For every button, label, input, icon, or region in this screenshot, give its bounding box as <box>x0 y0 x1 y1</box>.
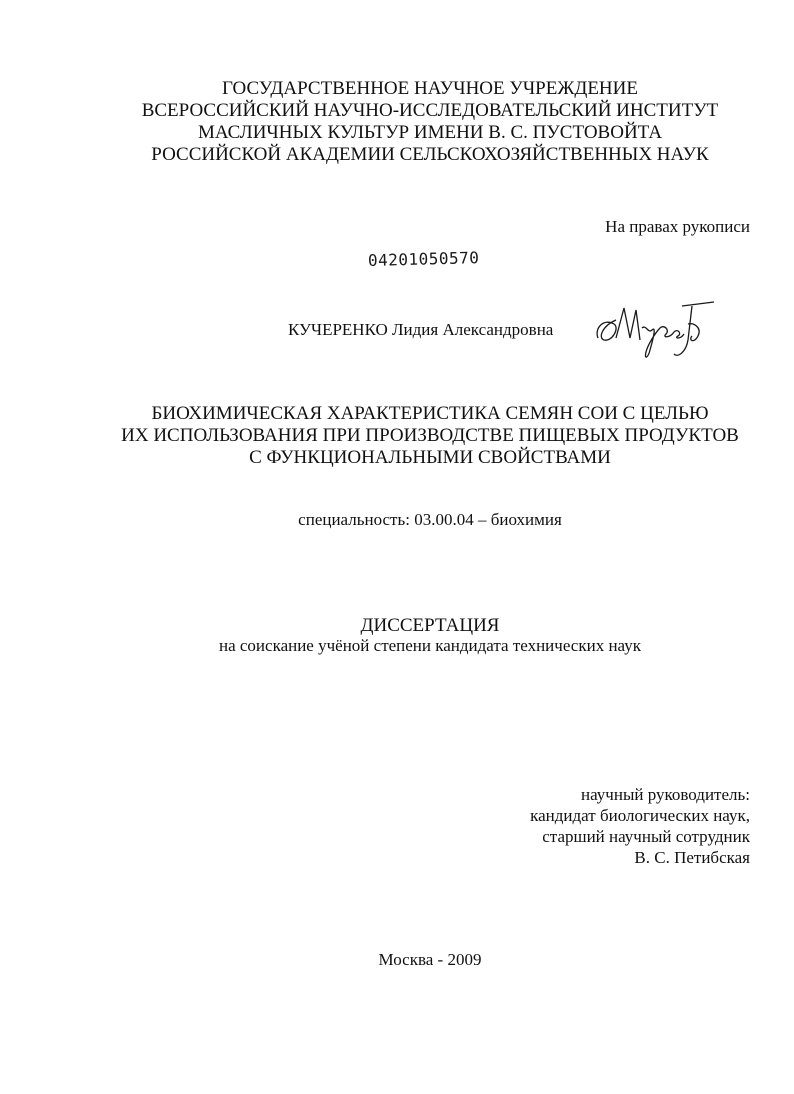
supervisor-block <box>530 784 750 868</box>
city-year: Москва - 2009 <box>378 950 482 969</box>
supervisor-line: кандидат биологических наук, <box>530 806 750 825</box>
degree-line: на соискание учёной степени кандидата технических наук <box>218 636 641 655</box>
author-name <box>288 320 553 340</box>
document-type-heading: ДИССЕРТАЦИЯ <box>360 615 500 636</box>
specialty-line: специальность: 03.00.04 – биохимия <box>298 510 562 529</box>
signature-icon <box>590 294 720 374</box>
supervisor-line: В. С. Петибская <box>634 848 750 867</box>
institution-header <box>0 78 794 166</box>
supervisor-line: научный руководитель: <box>581 785 750 804</box>
author-surname: КУЧЕРЕНКО <box>288 320 388 339</box>
archive-number-stamp: 04201050570 <box>367 248 480 270</box>
institution-line: МАСЛИЧНЫХ КУЛЬТУР ИМЕНИ В. С. ПУСТОВОЙТА <box>197 122 663 143</box>
supervisor-line: старший научный сотрудник <box>542 827 750 846</box>
thesis-title <box>0 403 794 469</box>
manuscript-rights-note: На правах рукописи <box>605 217 750 236</box>
thesis-title-line: БИОХИМИЧЕСКАЯ ХАРАКТЕРИСТИКА СЕМЯН СОИ С ЦЕЛЬЮ <box>151 403 709 424</box>
institution-line: ВСЕРОССИЙСКИЙ НАУЧНО-ИССЛЕДОВАТЕЛЬСКИЙ ИНСТИТУТ <box>141 100 719 121</box>
thesis-title-line: С ФУНКЦИОНАЛЬНЫМИ СВОЙСТВАМИ <box>249 447 611 468</box>
thesis-title-line: ИХ ИСПОЛЬЗОВАНИЯ ПРИ ПРОИЗВОДСТВЕ ПИЩЕВЫХ ПРОДУКТОВ <box>121 425 739 446</box>
institution-line: РОССИЙСКОЙ АКАДЕМИИ СЕЛЬСКОХОЗЯЙСТВЕННЫХ НАУК <box>151 144 709 165</box>
author-given-names: Лидия Александровна <box>392 320 554 339</box>
institution-line: ГОСУДАРСТВЕННОЕ НАУЧНОЕ УЧРЕЖДЕНИЕ <box>222 78 638 99</box>
